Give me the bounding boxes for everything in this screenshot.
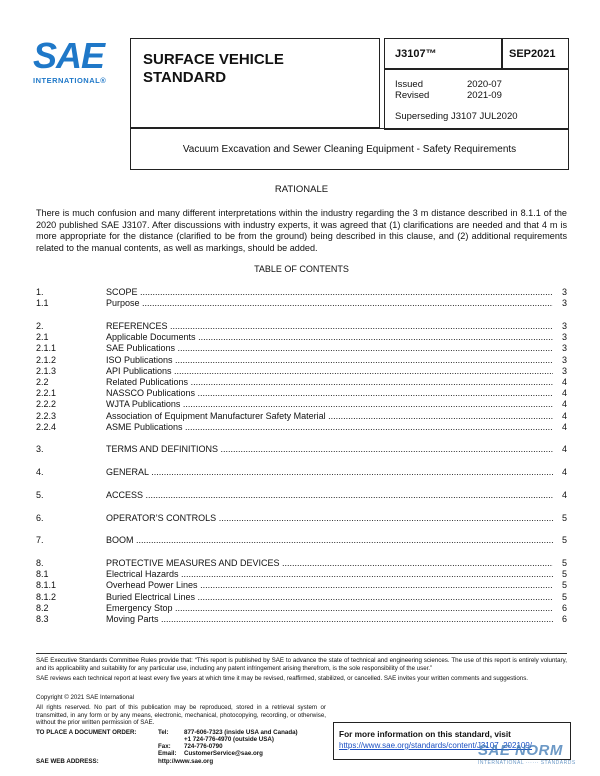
toc-entry[interactable] <box>36 332 567 343</box>
tel-label: Tel: <box>158 729 169 736</box>
standard-id: J3107™ <box>395 48 437 60</box>
revised-value: 2021-09 <box>467 90 502 101</box>
toc-number: 2.2 <box>36 376 49 387</box>
toc-title: API Publications ..... <box>106 366 553 377</box>
toc-entry[interactable] <box>36 287 567 298</box>
toc-entry[interactable] <box>36 422 567 433</box>
revision-box <box>384 68 569 130</box>
toc-number: 2.1.1 <box>36 343 57 354</box>
toc-number: 2.2.3 <box>36 410 57 421</box>
toc-page: 3 <box>561 332 567 343</box>
toc-entry[interactable] <box>36 614 567 625</box>
toc-title: Applicable Documents ..... <box>106 332 553 343</box>
toc-number: 8.2 <box>36 602 49 613</box>
toc-page: 5 <box>561 535 567 546</box>
toc-page: 4 <box>561 489 567 500</box>
standard-date: SEP2021 <box>509 48 556 60</box>
document-title: Vacuum Excavation and Sewer Cleaning Equipment - Safety Requirements <box>182 143 517 155</box>
toc-entry[interactable] <box>36 569 567 580</box>
toc-title: Overhead Power Lines ..... <box>106 580 553 591</box>
toc-page: 4 <box>561 376 567 387</box>
toc-page: 3 <box>561 365 567 376</box>
toc-page: 4 <box>561 388 567 399</box>
toc-page: 3 <box>561 287 567 297</box>
toc-title: Emergency Stop ..... <box>106 603 553 614</box>
toc-number: 2.1 <box>36 332 49 343</box>
toc-entry[interactable] <box>36 467 567 478</box>
web-address[interactable]: http://www.sae.org <box>158 758 214 765</box>
rationale-heading: RATIONALE <box>274 184 329 195</box>
footer-rules: SAE Executive Standards Committee Rules provide that: “This report is published by SAE to advance the state of technical and engineering sciences. The use of this report is entirely voluntary, and its applicability and suitability for any particular use, including any patent infringement arising therefrom, is the sole responsibility of the user.” <box>36 657 567 672</box>
toc-page: 5 <box>561 557 567 568</box>
revised-label: Revised <box>395 90 430 101</box>
toc-entry[interactable] <box>36 388 567 399</box>
toc-entry[interactable] <box>36 444 567 455</box>
standard-link[interactable]: https://www.sae.org/standards/content/J3107_202109/ <box>339 741 533 750</box>
toc-number: 1.1 <box>36 298 49 309</box>
toc-title: BOOM ..... <box>106 535 553 546</box>
toc-number: 4. <box>36 467 44 478</box>
toc-page: 3 <box>561 354 567 365</box>
toc-entry[interactable] <box>36 603 567 614</box>
toc-number: 2.2.1 <box>36 388 57 399</box>
fax-label: Fax: <box>158 743 171 750</box>
document-title-box <box>130 128 569 170</box>
fax-number: 724-776-0790 <box>184 743 223 750</box>
toc-number: 8.1.2 <box>36 591 57 602</box>
toc-number: 6. <box>36 512 44 523</box>
watermark-sub: INTERNATIONAL ······ STANDARDS <box>478 760 576 766</box>
superseding: Superseding J3107 JUL2020 <box>395 111 518 122</box>
toc-entry[interactable] <box>36 580 567 591</box>
toc-number: 2.1.2 <box>36 354 57 365</box>
logo-subtitle: INTERNATIONAL® <box>33 76 107 85</box>
toc-number: 5. <box>36 489 44 500</box>
sae-logo <box>33 35 121 85</box>
toc-page: 4 <box>561 444 567 455</box>
toc-title: PROTECTIVE MEASURES AND DEVICES ..... <box>106 558 553 569</box>
toc-page: 5 <box>561 591 567 602</box>
toc-number: 8.1.1 <box>36 580 57 591</box>
toc-heading: TABLE OF CONTENTS <box>254 264 349 274</box>
toc-title: Related Publications ..... <box>106 377 553 388</box>
toc-page: 5 <box>561 512 567 523</box>
toc-entry[interactable] <box>36 558 567 569</box>
toc-title: Electrical Hazards ..... <box>106 569 553 580</box>
email-address[interactable]: CustomerService@sae.org <box>184 750 263 757</box>
footer-copyright: Copyright © 2021 SAE International <box>36 694 135 701</box>
toc-number: 2.1.3 <box>36 365 57 376</box>
date-box <box>501 38 569 70</box>
toc-number: 7. <box>36 535 44 546</box>
toc-entry[interactable] <box>36 535 567 546</box>
web-label: SAE WEB ADDRESS: <box>36 758 99 765</box>
toc-entry[interactable] <box>36 592 567 603</box>
toc-page: 4 <box>561 399 567 410</box>
toc-title: ISO Publications ..... <box>106 355 553 366</box>
toc-title: ACCESS ..... <box>106 490 553 501</box>
toc-title: ASME Publications ..... <box>106 422 553 433</box>
logo-wordmark: SAE <box>33 35 105 76</box>
toc-title: Purpose ..... <box>106 298 553 309</box>
toc-page: 6 <box>561 613 567 624</box>
rationale-text: There is much confusion and many different interpretations within the industry regarding the 3 m distance described in 8.1.1 of the 2020 published SAE J3107. After discussions with industry experts, it was agreed that (1) clarifications are needed and that 4 m is more appropriate for the distance (clarified to be from the ground) being described in this clause, and (2) additional requirements related to the manual contents, as well as markings, should be added. <box>36 208 567 253</box>
sae-norm-watermark <box>478 742 600 776</box>
toc-entry[interactable] <box>36 490 567 501</box>
toc-number: 1. <box>36 287 44 297</box>
toc-title: OPERATOR’S CONTROLS ..... <box>106 513 553 524</box>
toc-entry[interactable] <box>36 298 567 309</box>
toc-page: 4 <box>561 410 567 421</box>
toc-number: 2. <box>36 320 44 331</box>
toc-title: SAE Publications ..... <box>106 343 553 354</box>
toc-entry[interactable] <box>36 366 567 377</box>
toc-title: SCOPE ..... <box>106 287 553 298</box>
toc-page: 4 <box>561 421 567 432</box>
toc-number: 2.2.2 <box>36 399 57 410</box>
toc-title: Buried Electrical Lines ..... <box>106 592 553 603</box>
toc-title: TERMS AND DEFINITIONS ..... <box>106 444 553 455</box>
toc-title: REFERENCES ..... <box>106 321 553 332</box>
toc-page: 5 <box>561 580 567 591</box>
toc-page: 3 <box>561 320 567 331</box>
toc-page: 3 <box>561 343 567 354</box>
doc-type-line2: STANDARD <box>143 69 227 86</box>
toc-entry[interactable] <box>36 399 567 410</box>
toc-number: 2.2.4 <box>36 421 57 432</box>
toc-title: Moving Parts ..... <box>106 614 553 625</box>
tel-inside: 877-606-7323 (inside USA and Canada) <box>184 729 298 736</box>
toc-number: 8. <box>36 557 44 568</box>
issued-value: 2020-07 <box>467 79 502 90</box>
toc-entry[interactable] <box>36 411 567 422</box>
footer-divider <box>36 653 567 654</box>
issued-label: Issued <box>395 79 423 90</box>
toc-title: WJTA Publications ..... <box>106 399 553 410</box>
toc-entry[interactable] <box>36 343 567 354</box>
footer-review: SAE reviews each technical report at least every five years at which time it may be revised, reaffirmed, stabilized, or cancelled. SAE invites your written comments and suggestions. <box>36 675 529 682</box>
toc-title: NASSCO Publications ..... <box>106 388 553 399</box>
toc-title: Association of Equipment Manufacturer Safety Material ..... <box>106 411 553 422</box>
toc-page: 5 <box>561 569 567 580</box>
standard-id-box <box>384 38 503 70</box>
tel-outside: +1 724-776-4970 (outside USA) <box>184 736 274 743</box>
toc-entry[interactable] <box>36 321 567 332</box>
watermark-text: SAE NORM <box>478 742 563 759</box>
toc-number: 8.1 <box>36 569 49 580</box>
footer-rights: All rights reserved. No part of this publication may be reproduced, stored in a retrieval system or transmitted, in any form or by any means, electronic, mechanical, photocopying, recording, or otherwise, without the prior written permission of SAE. <box>36 704 326 727</box>
order-label: TO PLACE A DOCUMENT ORDER: <box>36 729 137 736</box>
toc-entry[interactable] <box>36 377 567 388</box>
document-type <box>130 38 380 128</box>
more-info-heading: For more information on this standard, visit <box>339 729 511 739</box>
toc-entry[interactable] <box>36 355 567 366</box>
toc-page: 6 <box>561 602 567 613</box>
toc-title: GENERAL ..... <box>106 467 553 478</box>
email-label: Email: <box>158 750 177 757</box>
toc-number: 8.3 <box>36 613 49 624</box>
toc-number: 3. <box>36 444 44 455</box>
doc-type-line1: SURFACE VEHICLE <box>143 51 284 68</box>
toc-entry[interactable] <box>36 513 567 524</box>
toc-page: 3 <box>561 298 567 309</box>
toc-page: 4 <box>561 467 567 478</box>
